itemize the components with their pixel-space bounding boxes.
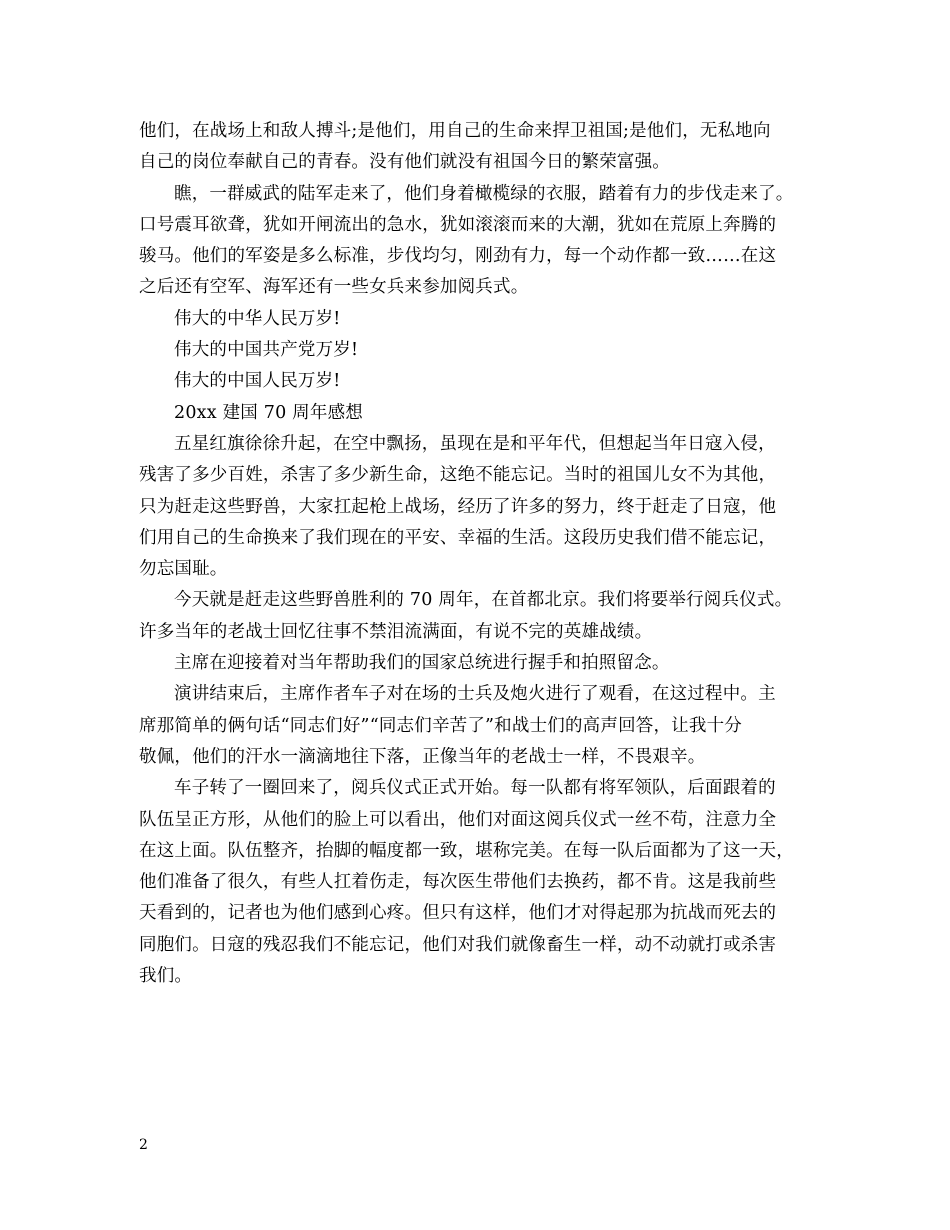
- document-body: [139, 116, 819, 992]
- text-line: 许多当年的老战士回忆往事不禁泪流满面，有说不完的英雄战绩。: [139, 621, 653, 642]
- text-line: 演讲结束后，主席作者车子对在场的士兵及炮火进行了观看，在这过程中。主: [174, 684, 776, 705]
- text-line: 在这上面。队伍整齐，抬脚的幅度都一致，堪称完美。在每一队后面都为了这一天，: [139, 840, 794, 861]
- text-line: 队伍呈正方形，从他们的脸上可以看出，他们对面这阅兵仪式一丝不苟，注意力全: [139, 809, 777, 830]
- text-line: 只为赶走这些野兽，大家扛起枪上战场，经历了许多的努力，终于赶走了日寇，他: [139, 496, 777, 517]
- text-line: 我们。: [139, 966, 193, 987]
- text-line: 瞧，一群威武的陆军走来了，他们身着橄榄绿的衣服，踏着有力的步伐走来了。: [174, 183, 794, 204]
- text-line: 勿忘国耻。: [139, 559, 228, 580]
- text-line: 残害了多少百姓，杀害了多少新生命，这绝不能忘记。当时的祖国儿女不为其他，: [139, 465, 777, 486]
- text-line: 今天就是赶走这些野兽胜利的 70 周年，在首都北京。我们将要举行阅兵仪式。: [174, 590, 793, 611]
- text-line: 们用自己的生命换来了我们现在的平安、幸福的生活。这段历史我们借不能忘记，: [139, 527, 777, 548]
- text-line: 同胞们。日寇的残忍我们不能忘记，他们对我们就像畜生一样，动不动就打或杀害: [139, 934, 777, 955]
- text-line: 席那简单的俩句话“同志们好”“同志们辛苦了”和战士们的高声回答，让我十分: [139, 715, 742, 736]
- text-line: 伟大的中国共产党万岁!: [174, 340, 359, 361]
- text-line: 敬佩，他们的汗水一滴滴地往下落，正像当年的老战士一样，不畏艰辛。: [139, 746, 706, 767]
- text-line: 之后还有空军、海军还有一些女兵来参加阅兵式。: [139, 277, 529, 298]
- text-line: 伟大的中国人民万岁!: [174, 371, 341, 392]
- text-line: 骏马。他们的军姿是多么标准，步伐均匀，刚劲有力，每一个动作都一致……在这: [139, 246, 777, 267]
- text-line: 伟大的中华人民万岁!: [174, 308, 341, 329]
- page-number: 2: [139, 1137, 148, 1153]
- text-line: 他们，在战场上和敌人搏斗;是他们，用自己的生命来捍卫祖国;是他们，无私地向: [139, 121, 771, 141]
- text-line: 车子转了一圈回来了，阅兵仪式正式开始。每一队都有将军领队，后面跟着的: [174, 778, 776, 799]
- text-line: 20xx 建国 70 周年感想: [174, 402, 363, 423]
- text-line: 五星红旗徐徐升起，在空中飘扬，虽现在是和平年代，但想起当年日寇入侵，: [174, 433, 776, 454]
- text-line: 主席在迎接着对当年帮助我们的国家总统进行握手和拍照留念。: [174, 653, 670, 674]
- text-line: 他们准备了很久，有些人扛着伤走，每次医生带他们去换药，都不肯。这是我前些: [139, 872, 777, 893]
- text-line: 自己的岗位奉献自己的青春。没有他们就没有祖国今日的繁荣富强。: [139, 152, 670, 173]
- text-line: 天看到的，记者也为他们感到心疼。但只有这样，他们才对得起那为抗战而死去的: [139, 903, 777, 924]
- text-line: 口号震耳欲聋，犹如开闸流出的急水，犹如滚滚而来的大潮，犹如在荒原上奔腾的: [139, 214, 777, 235]
